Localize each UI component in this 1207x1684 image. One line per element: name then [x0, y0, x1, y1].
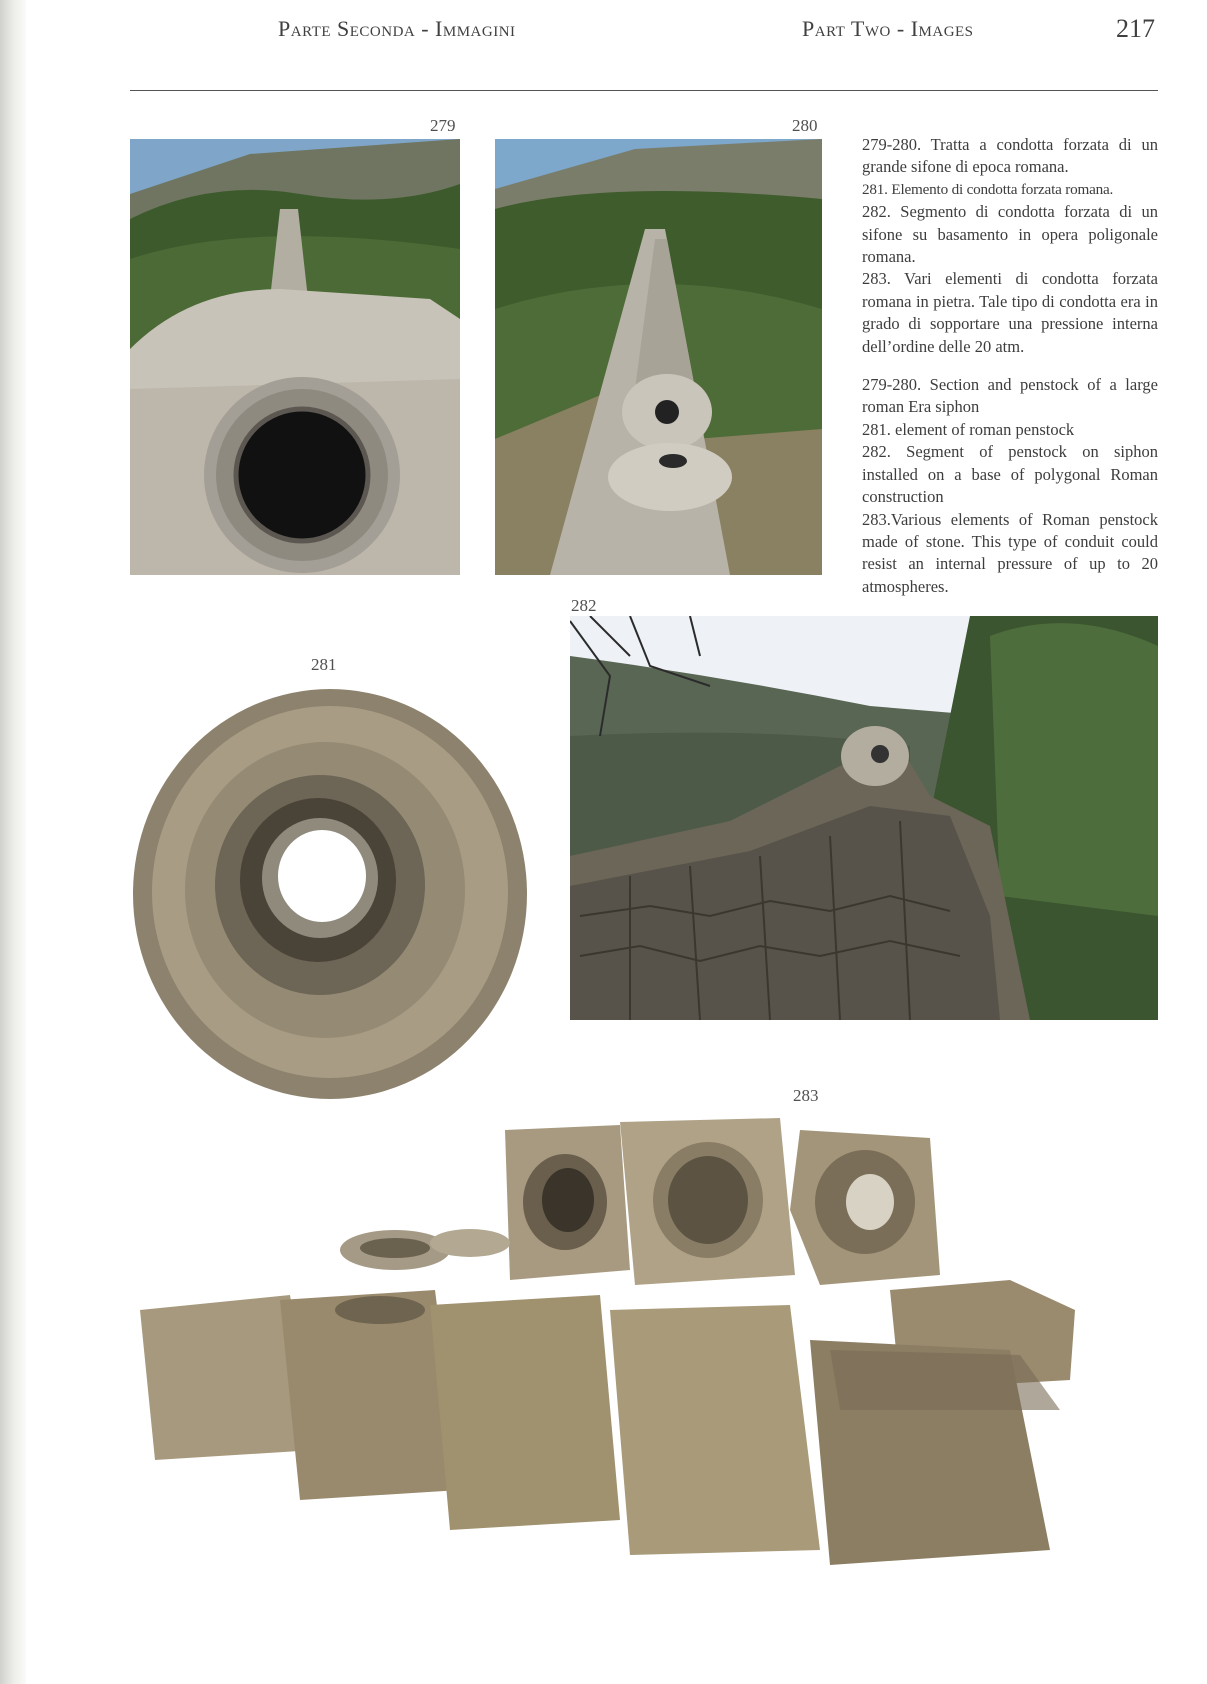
photo-280-siphon-line — [495, 139, 822, 575]
figure-number-280: 280 — [792, 116, 818, 135]
header-rule — [130, 90, 1158, 91]
caption-italian-281: 281. Elemento di condotta forzata romana. — [862, 180, 1114, 198]
book-spine-shadow — [0, 0, 26, 1684]
photo-283-pipe-elements — [140, 1110, 1150, 1580]
caption-italian-282: 282. Segmento di condotta forzata di un sifone su basamento in opera poligonale romana. — [862, 202, 1158, 267]
figure-number-283: 283 — [793, 1086, 819, 1105]
figure-number-279: 279 — [430, 116, 456, 135]
caption-italian-283: 283. Vari elementi di condotta forzata romana in pietra. Tale tipo di condotta era in grado di sopportare una pressione interna dell’ordine delle 20 atm. — [862, 269, 1158, 356]
caption-english-282: 282. Segment of penstock on siphon installed on a base of polygonal Roman construction — [862, 442, 1158, 507]
figure-number-282: 282 — [571, 596, 597, 615]
running-header-italian: Parte Seconda - Immagini — [278, 16, 516, 41]
figure-number-281: 281 — [311, 655, 337, 674]
caption-english-279-280: 279-280. Section and penstock of a large roman Era siphon — [862, 375, 1158, 417]
photo-282-siphon-base — [570, 616, 1158, 1020]
caption-block — [862, 134, 1158, 598]
page-number: 217 — [1116, 14, 1155, 43]
photo-281-pipe-element — [130, 680, 530, 1105]
caption-italian-279-280: 279-280. Tratta a condotta forzata di un grande sifone di epoca romana. — [862, 135, 1158, 177]
caption-english-283: 283.Various elements of Roman penstock made of stone. This type of conduit could resist an internal pressure of up to 20 atmospheres. — [862, 509, 1158, 596]
photo-279-pipe-section — [130, 139, 460, 575]
caption-spacer — [862, 358, 1158, 374]
running-header-english: Part Two - Images — [802, 16, 974, 41]
caption-english-281: 281. element of roman penstock — [862, 419, 1075, 439]
